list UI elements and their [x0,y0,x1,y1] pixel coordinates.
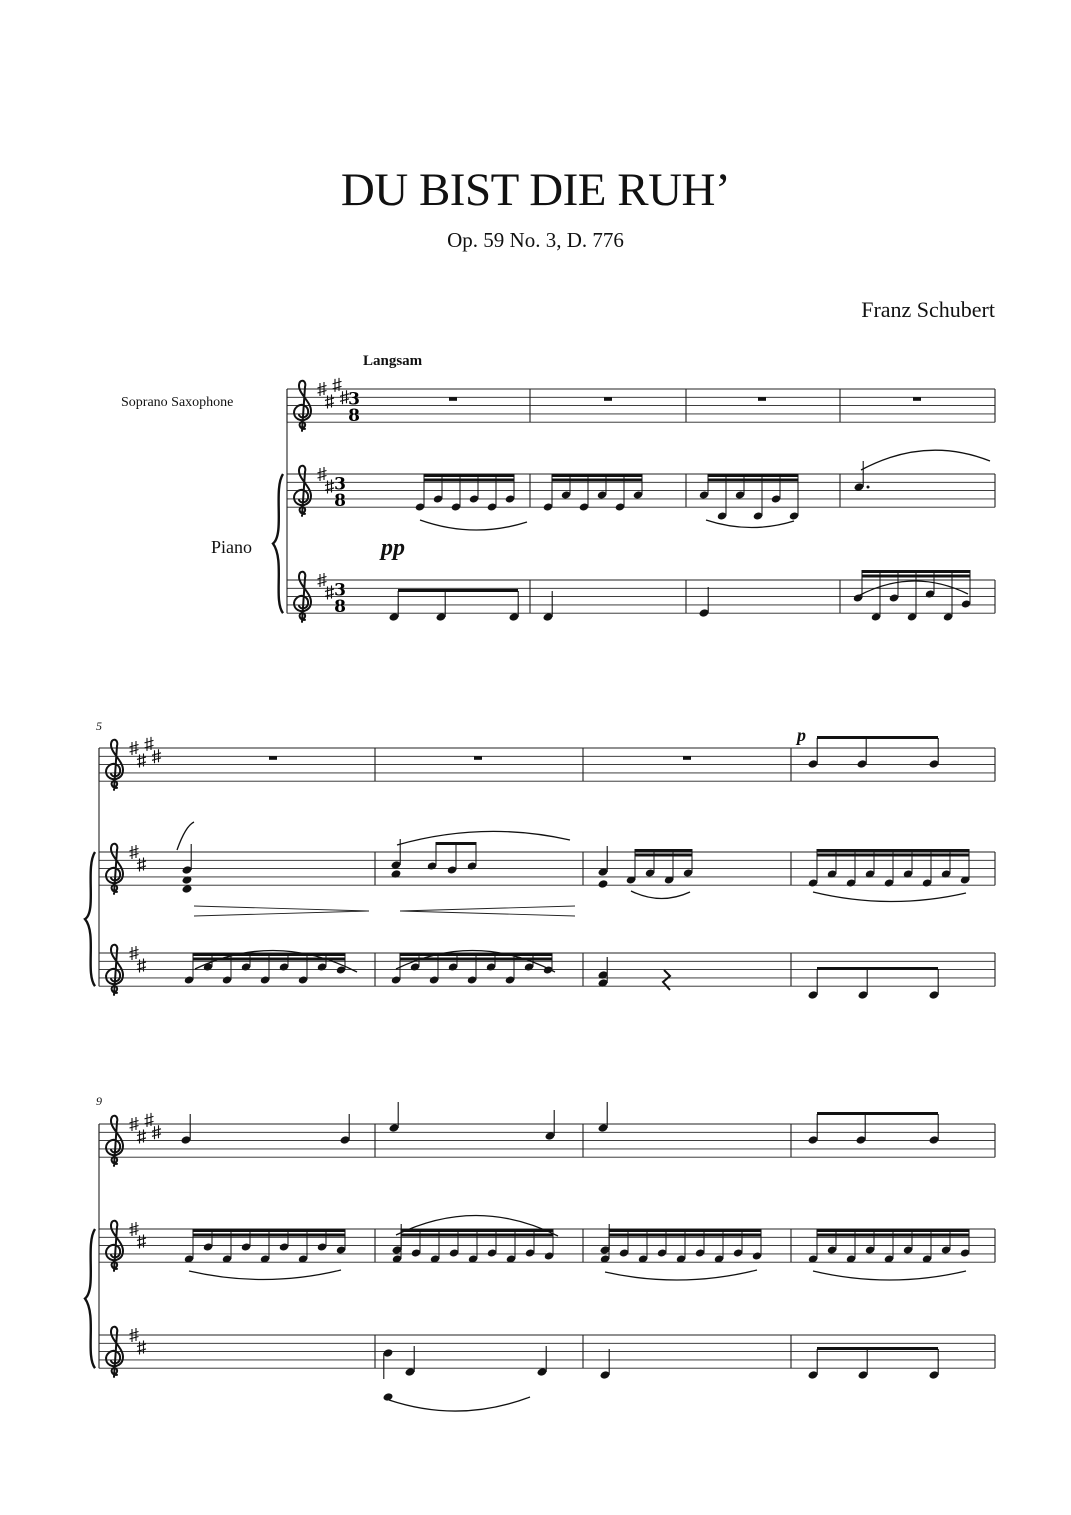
sharp-sign [137,1234,146,1248]
beam [436,842,476,845]
time-signature-bottom: 8 [334,597,346,618]
slur [189,1270,341,1280]
beam [817,1112,938,1115]
hairpin [194,906,369,916]
slur [605,1270,757,1280]
instrument-label-piano: Piano [211,537,253,557]
slur [389,1397,530,1411]
time-signature-top: 3 [334,580,346,601]
piano-brace [85,1229,95,1368]
whole-rest [913,397,921,401]
slur [813,1271,966,1280]
sharp-sign [145,1113,154,1127]
slur [861,450,990,470]
beam [862,570,970,573]
beam [398,589,518,592]
whole-rest [683,756,691,760]
slur [706,520,794,528]
beam [708,474,798,477]
beam [401,1234,553,1237]
measure-number-9: 9 [96,1094,102,1108]
beam [609,1229,761,1232]
staff-piano-left [287,580,995,613]
beam [400,953,552,956]
instrument-label-saxophone: Soprano Saxophone [121,395,234,410]
piano-brace [85,852,95,986]
beam [193,1229,345,1232]
time-signature-bottom: 8 [348,406,360,427]
sharp-sign [325,585,334,599]
beam [193,1234,345,1237]
beam [817,1229,969,1232]
beam [424,474,514,477]
beam [635,849,692,852]
sharp-sign [137,958,146,972]
slur [813,892,966,902]
sharp-sign [137,1340,146,1354]
beam [609,1234,761,1237]
piano-brace [273,474,283,613]
notation-marks [85,378,990,1411]
beam [817,1347,938,1350]
beam [708,479,798,482]
whole-rest [604,397,612,401]
staff-piano-left [99,1335,995,1368]
page-subtitle: Op. 59 No. 3, D. 776 [447,228,624,252]
beam [817,854,969,857]
time-signature-top: 3 [334,474,346,495]
tempo-marking: Langsam [363,353,423,369]
time-signature-bottom: 8 [334,491,346,512]
sharp-sign [137,857,146,871]
quarter-rest [663,970,670,990]
staff-saxophone [287,389,995,422]
staff-piano-right [99,852,995,885]
composer-name: Franz Schubert [861,297,995,322]
page-title: DU BIST DIE RUH’ [340,164,731,216]
sharp-sign [325,394,334,408]
beam [401,1229,553,1232]
dynamic-p: p [797,725,806,745]
whole-rest [449,397,457,401]
dot [867,486,870,489]
hairpin [400,906,575,916]
beam [817,1234,969,1237]
sharp-sign [145,737,154,751]
slur [631,891,690,899]
beam [552,474,642,477]
sharp-sign [325,479,334,493]
beam [817,967,938,970]
sharp-sign [137,1129,146,1143]
sharp-sign [137,753,146,767]
note-head [182,884,193,894]
whole-rest [474,756,482,760]
whole-rest [758,397,766,401]
whole-rest [269,756,277,760]
staff-lines [99,389,995,1368]
measure-number-5: 5 [96,719,102,733]
slur [420,520,527,530]
time-signature-top: 3 [348,389,360,410]
note-head [598,879,609,889]
slur [397,831,570,845]
sharp-sign [333,378,342,392]
beam [193,953,345,956]
beam [862,575,970,578]
beam [424,479,514,482]
beam [635,854,692,857]
beam [817,736,938,739]
beam [817,849,969,852]
dynamic-pp: pp [381,535,405,561]
beam [552,479,642,482]
